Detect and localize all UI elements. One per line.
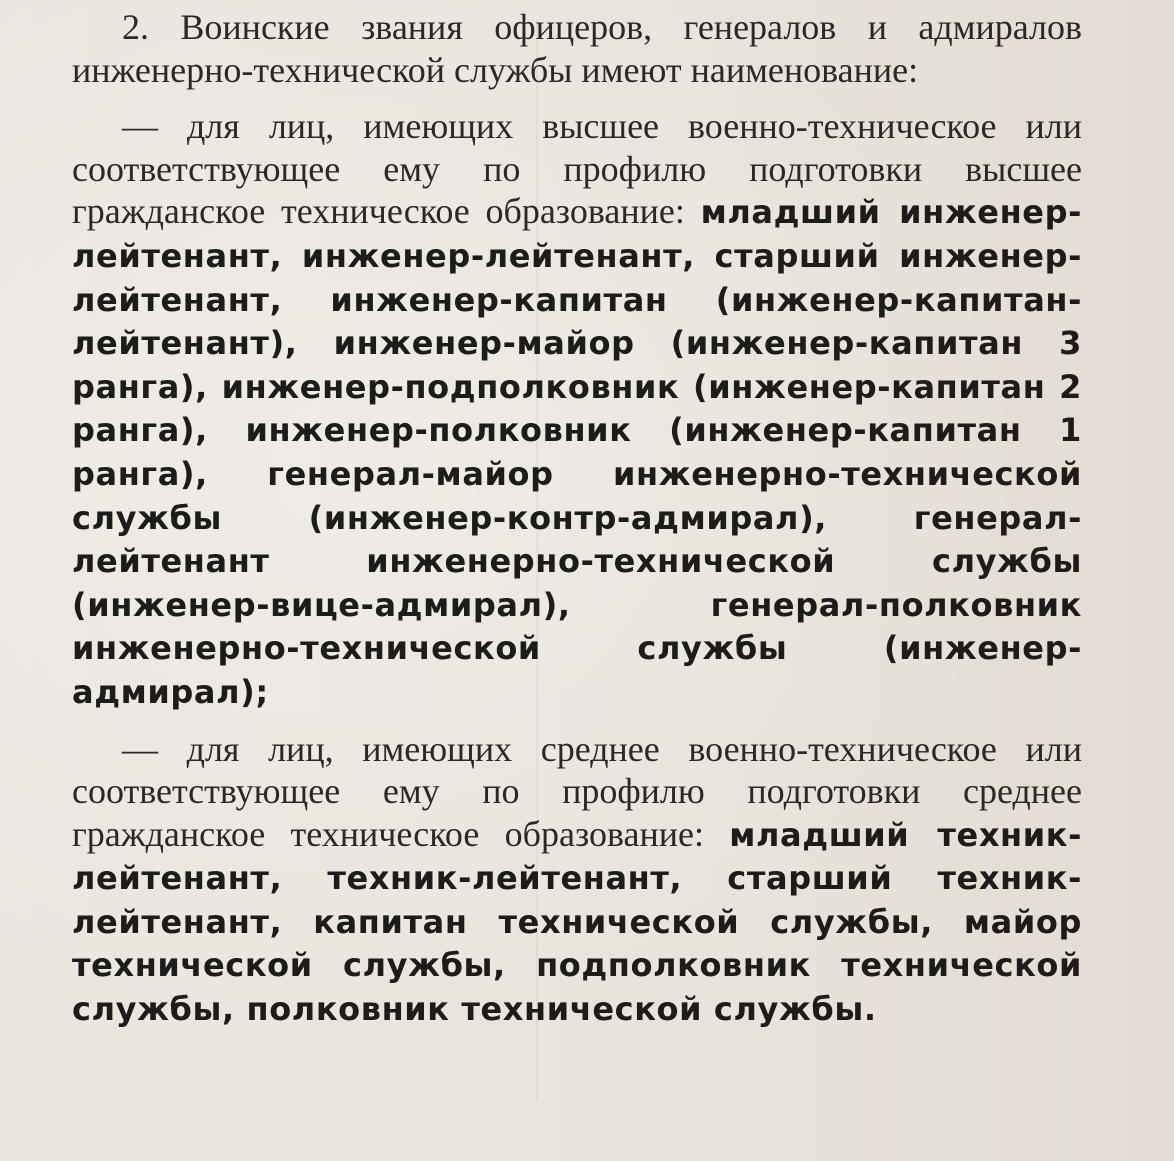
show-through-text [560, 1090, 569, 1118]
secondary-education-paragraph [72, 728, 1082, 1031]
section-heading: 2. Воинские звания офицеров, генералов и адмиралов инженерно-технической службы имеют наименование: [72, 7, 1082, 90]
secondary-education-intro: — для лиц, имеющих среднее военно-техническое или соответствующее ему по профилю подготовки среднее гражданское техническое образование: [72, 728, 1082, 854]
document-text [72, 6, 1082, 1031]
higher-education-paragraph [72, 105, 1082, 713]
secondary-education-ranks: младший техник-лейтенант, техник-лейтенант, старший техник-лейтенант, капитан технической службы, майор технической службы, подполковник технической службы, полковник технической службы. [72, 815, 1082, 1029]
section-heading-paragraph [72, 6, 1082, 91]
higher-education-intro: — для лиц, имеющих высшее военно-техническое или соответствующее ему по профилю подготовки высшее гражданское техническое образование: [72, 106, 1082, 232]
higher-education-ranks: младший инженер-лейтенант, инженер-лейтенант, старший инженер-лейтенант, инженер-капитан (инженер-капитан-лейтенант), инженер-майор (инженер-капитан 3 ранга), инженер-подполковник (инженер-капитан 2 ранга), инженер-полковник (инженер-капитан 1 ранга), генерал-майор инженерно-технической службы (инженер-контр-адмирал), генерал-лейтенант инженерно-технической службы (инженер-вице-адмирал), генерал-полковник инженерно-технической службы (инженер-адмирал); [72, 193, 1082, 711]
